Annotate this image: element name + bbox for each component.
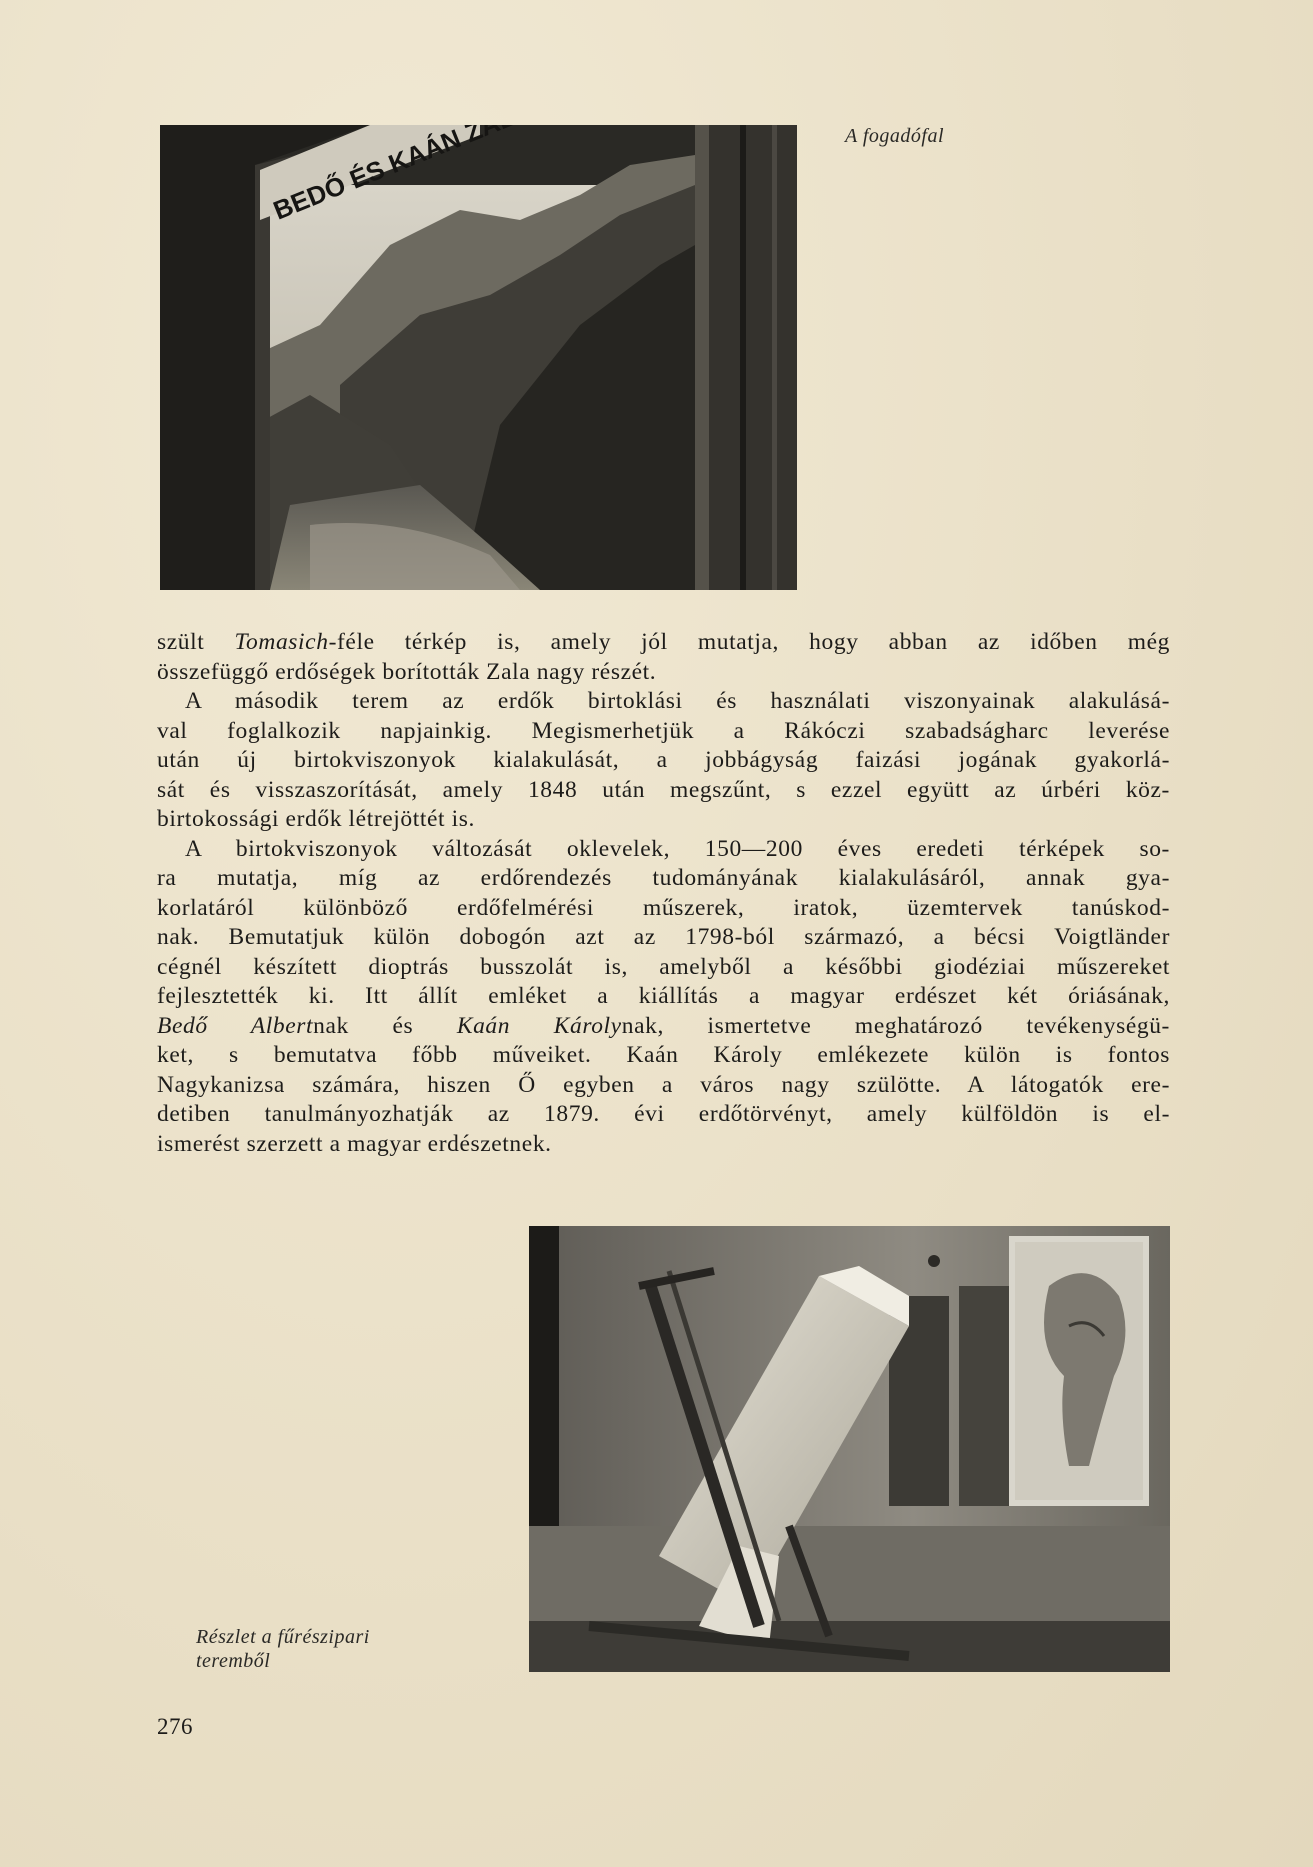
caption-bottom-line2: teremből bbox=[196, 1650, 271, 1672]
text-line: szült Tomasich-féle térkép is, amely jól mutatja, hogy abban az időben még bbox=[157, 629, 1171, 655]
photo-forest-entrance-wall bbox=[160, 125, 797, 590]
text-line: detiben tanulmányozhatják az 1879. évi erdőtörvényt, amely külföldön is el- bbox=[157, 1101, 1170, 1127]
text-line: ra mutatja, míg az erdőrendezés tudományának kialakulásáról, annak gya- bbox=[157, 865, 1170, 891]
text-line: cégnél készített dioptrás busszolát is, amelyből a későbbi giodéziai műszereket bbox=[157, 953, 1170, 980]
text-line: összefüggő erdőségek borították Zala nagy részét. bbox=[157, 658, 657, 685]
caption-bottom bbox=[196, 1625, 456, 1673]
body-text bbox=[157, 628, 1170, 1159]
caption-top: A fogadófal bbox=[845, 125, 945, 147]
page-number: 276 bbox=[157, 1714, 193, 1739]
text-line: Nagykanizsa számára, hiszen Ő egyben a város nagy szülötte. A látogatók ere- bbox=[157, 1071, 1170, 1098]
text-line: Bedő Albertnak és Kaán Károlynak, ismertetve meghatározó tevékenységü- bbox=[157, 1012, 1170, 1039]
text-line: A második terem az erdők birtoklási és használati viszonyainak alakulásá- bbox=[185, 688, 1170, 714]
caption-bottom-line1: Részlet a fűrészipari bbox=[196, 1626, 370, 1648]
text-line: korlatáról különböző erdőfelmérési műszerek, iratok, üzemtervek tanúskod- bbox=[157, 894, 1170, 921]
text-line: után új birtokviszonyok kialakulását, a jobbágyság faizási jogának gyakorlá- bbox=[157, 747, 1170, 773]
photo-sawmill-room bbox=[529, 1226, 1170, 1672]
text-line: ket, s bemutatva főbb műveiket. Kaán Károly emlékezete külön is fontos bbox=[157, 1042, 1170, 1068]
text-line: A birtokviszonyok változását oklevelek, 150—200 éves eredeti térképek so- bbox=[185, 835, 1170, 862]
text-line: nak. Bemutatjuk külön dobogón azt az 1798-ból származó, a bécsi Voigtländer bbox=[157, 924, 1170, 950]
text-line: fejlesztették ki. Itt állít emléket a kiállítás a magyar erdészet két óriásának, bbox=[157, 983, 1170, 1009]
text-line: val foglalkozik napjainkig. Megismerhetjük a Rákóczi szabadságharc leverése bbox=[157, 717, 1170, 744]
text-line: birtokossági erdők létrejöttét is. bbox=[157, 806, 476, 832]
text-line: ismerést szerzett a magyar erdészetnek. bbox=[157, 1130, 552, 1157]
text-line: sát és visszaszorítását, amely 1848 után megszűnt, s ezzel együtt az úrbéri köz- bbox=[157, 776, 1170, 803]
